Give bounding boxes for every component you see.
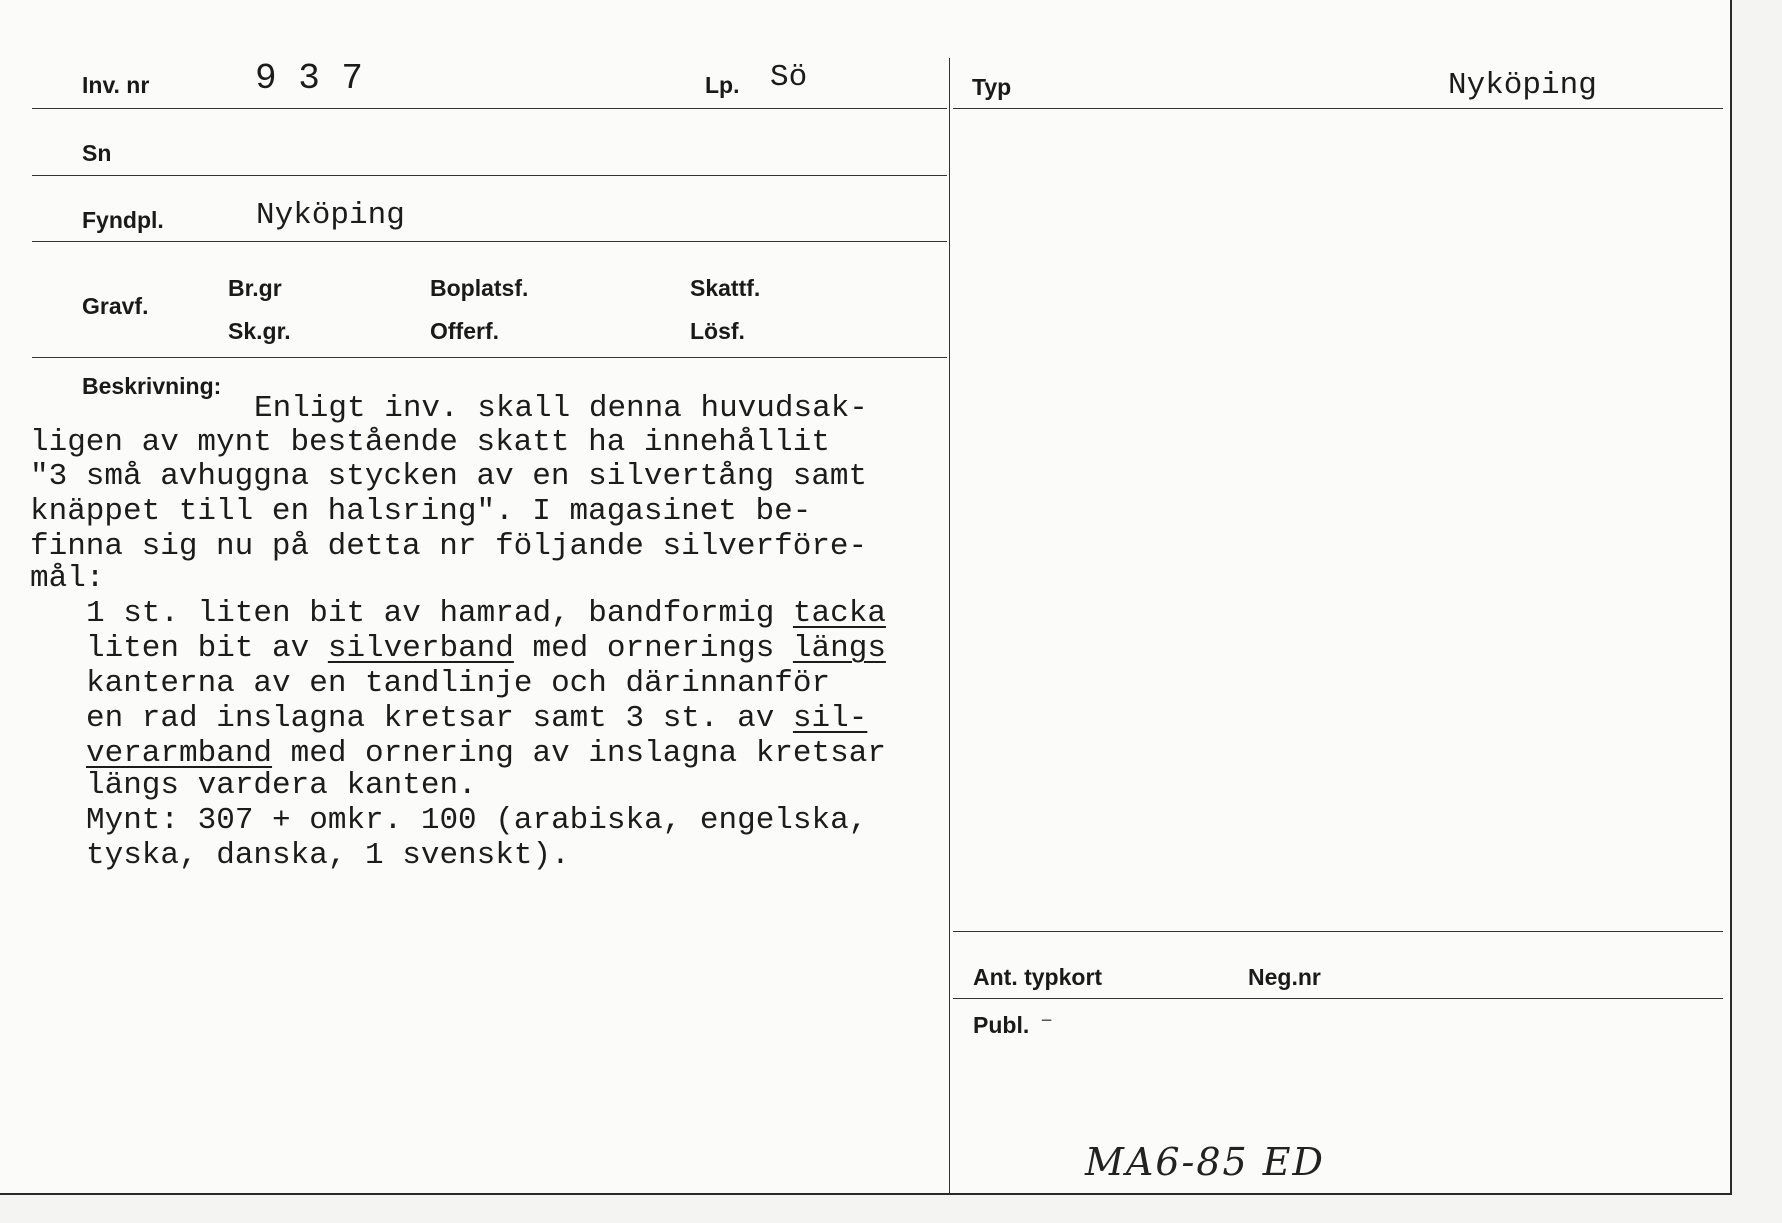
underlined-term: tacka [792, 596, 886, 631]
column-divider [949, 58, 950, 1193]
offerf-label: Offerf. [430, 318, 499, 344]
description-line: verarmband med ornering av inslagna kretsar [86, 736, 886, 771]
ant-typkort-label: Ant. typkort [973, 964, 1103, 990]
underlined-term: längs [792, 631, 886, 666]
rule-row3 [32, 241, 947, 242]
description-line: liten bit av silverband med ornerings längs [86, 631, 886, 666]
typ-label: Typ [972, 74, 1012, 100]
underlined-term: silverband [327, 631, 514, 666]
description-line: "3 små avhuggna stycken av en silvertång samt [30, 459, 868, 494]
description-line: en rad inslagna kretsar samt 3 st. av sil- [86, 701, 868, 736]
description-line: knäppet till en halsring". I magasinet be- [30, 494, 812, 529]
fyndpl-value: Nyköping [256, 198, 405, 233]
fyndpl-label: Fyndpl. [82, 207, 164, 233]
lp-label: Lp. [705, 72, 740, 98]
br-gr-label: Br.gr [228, 275, 282, 301]
description-line: mål: [30, 561, 105, 596]
rule-row2 [32, 175, 947, 176]
description-line: finna sig nu på detta nr följande silverföre- [30, 529, 868, 564]
description-line: Enligt inv. skall denna huvudsak- [254, 391, 868, 426]
inv-nr-value: 9 3 7 [255, 58, 364, 99]
description-line: ligen av mynt bestående skatt ha innehållit [30, 425, 830, 460]
underlined-term: verarmband [86, 736, 273, 771]
beskrivning-label: Beskrivning: [82, 373, 222, 399]
rule-row1 [32, 108, 947, 109]
rule-typ [953, 108, 1723, 109]
description-line: Mynt: 307 + omkr. 100 (arabiska, engelska, [86, 803, 868, 838]
sn-label: Sn [82, 140, 112, 166]
sk-gr-label: Sk.gr. [228, 318, 291, 344]
underlined-term: sil- [792, 701, 868, 736]
publ-value: – [1040, 1008, 1054, 1033]
description-line: längs vardera kanten. [86, 768, 477, 803]
typ-value: Nyköping [1448, 68, 1597, 103]
description-line: 1 st. liten bit av hamrad, bandformig tacka [86, 596, 886, 631]
publ-label: Publ. [973, 1012, 1030, 1038]
rule-ant-typkort [953, 931, 1723, 932]
description-line: kanterna av en tandlinje och därinnanför [86, 666, 831, 701]
inv-nr-label: Inv. nr [82, 72, 150, 98]
losf-label: Lösf. [690, 318, 745, 344]
boplatsf-label: Boplatsf. [430, 275, 529, 301]
lp-value: Sö [770, 60, 808, 95]
description-line: tyska, danska, 1 svenskt). [86, 838, 570, 873]
gravf-label: Gravf. [82, 293, 149, 319]
rule-publ [953, 998, 1723, 999]
handwritten-annotation: MA6-85 ED [1085, 1140, 1326, 1184]
rule-row4 [32, 357, 947, 358]
neg-nr-label: Neg.nr [1248, 964, 1321, 990]
skattf-label: Skattf. [690, 275, 761, 301]
